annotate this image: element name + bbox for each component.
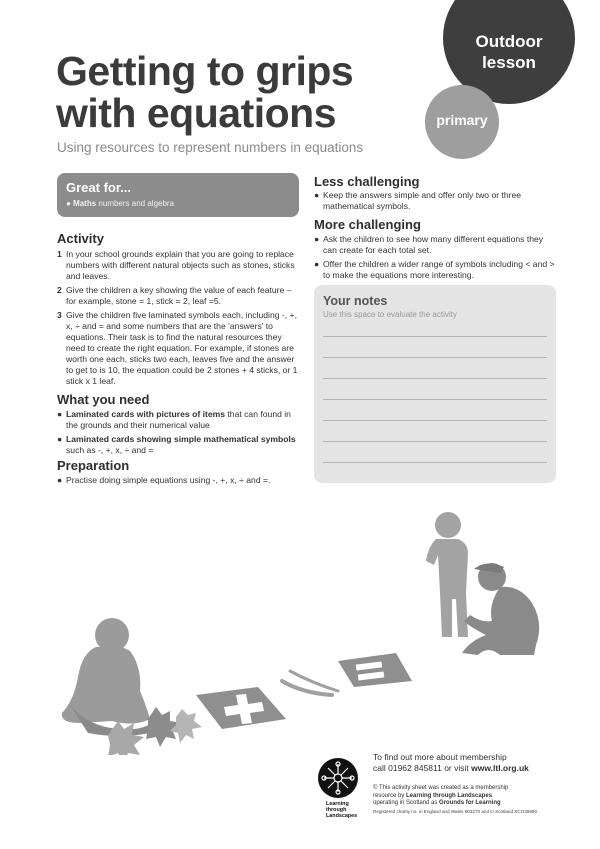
great-for-heading: Great for... xyxy=(66,180,132,195)
primary-badge xyxy=(425,85,499,159)
step-text: Give the children five laminated symbols each, including -, +, x, ÷ and = and some numbers that are the 'answers' to equations. Their task is to find the natural resources they need to create the right equation. For example, if stones are worth one each, sticks two each, leaves five and the answer to get to is 10, the equation could be 2 stones + 4 sticks, or 1 stick x 1 leaf. xyxy=(66,310,298,386)
membership-line-2: call 01962 845811 or visit xyxy=(373,763,472,773)
logo-line-1: Learning xyxy=(326,801,349,807)
list-item: ● Ask the children to see how many different equations they can create for each total set. xyxy=(314,234,544,255)
list-item: ● Practise doing simple equations using -, +, x, ÷ and =. xyxy=(57,475,271,485)
item-text: Offer the children a wider range of symbols including < and > to make the equations more interesting. xyxy=(323,259,555,280)
less-challenging-heading: Less challenging xyxy=(314,174,420,189)
list-item: ● Keep the answers simple and offer only two or three mathematical symbols. xyxy=(314,190,522,211)
credit-text xyxy=(373,785,508,808)
sticks-icon xyxy=(282,671,338,695)
notes-line xyxy=(323,420,547,421)
logo-line-2: through xyxy=(326,807,347,813)
activity-steps xyxy=(57,249,302,390)
activity-step xyxy=(57,285,302,307)
step-text: In your school grounds explain that you are going to replace numbers with different natural objects such as stones, sticks and leaves. xyxy=(66,249,295,281)
title-line-2: with equations xyxy=(56,90,336,136)
notes-line xyxy=(323,378,547,379)
great-for-line: ● Maths numbers and algebra xyxy=(66,199,175,208)
plus-card-icon xyxy=(196,687,286,729)
page-title xyxy=(56,50,426,134)
logo-line-3: Landscapes xyxy=(326,813,358,819)
activity-heading: Activity xyxy=(57,231,104,246)
your-notes-box xyxy=(314,285,556,483)
more-challenging-list xyxy=(314,234,559,284)
great-for-topic: numbers and algebra xyxy=(98,199,175,208)
page-subtitle: Using resources to represent numbers in equations xyxy=(57,140,364,155)
preparation-heading: Preparation xyxy=(57,458,130,473)
notes-line xyxy=(323,462,547,463)
great-for-subject: Maths xyxy=(73,199,97,208)
registered-charity-text: Registered charity no. in England and Wales 803270 and in Scotland SCO38890 xyxy=(373,809,538,814)
item-bold: Laminated cards with pictures of items xyxy=(66,409,226,419)
preparation-list xyxy=(57,475,302,489)
item-rest: that can found in the grounds and their numerical value xyxy=(66,409,291,430)
notes-heading: Your notes xyxy=(323,294,388,308)
credit-line-2: resource by xyxy=(373,792,407,799)
notes-line xyxy=(323,336,547,337)
primary-badge-label: primary xyxy=(436,112,488,128)
notes-hint: Use this space to evaluate the activity xyxy=(323,310,457,319)
badge-line-2: lesson xyxy=(482,53,536,72)
sitting-child-silhouette xyxy=(62,618,152,736)
children-illustration xyxy=(0,495,600,755)
step-number: 1 xyxy=(57,249,62,259)
notes-line xyxy=(323,441,547,442)
membership-line-1: To find out more about membership xyxy=(373,752,507,762)
step-text: Give the children a key showing the value of each feature – for example, stone = 1, stick = 2, leaf =5. xyxy=(66,285,292,306)
step-number: 3 xyxy=(57,310,62,320)
item-text: Ask the children to see how many different equations they can create for each total set. xyxy=(323,234,544,255)
less-challenging-list xyxy=(314,190,559,215)
credit-org: Learning through Landscapes xyxy=(406,792,493,799)
learning-through-landscapes-logo xyxy=(314,756,362,820)
notes-line xyxy=(323,357,547,358)
item-text: Practise doing simple equations using -, +, x, ÷ and =. xyxy=(66,475,271,485)
list-item: ● Offer the children a wider range of symbols including < and > to make the equations more interesting. xyxy=(314,259,555,280)
more-challenging-heading: More challenging xyxy=(314,217,421,232)
step-number: 2 xyxy=(57,285,62,295)
membership-contact xyxy=(373,752,529,774)
credit-scotland: Grounds for Learning xyxy=(439,800,501,806)
credit-line-3: operating in Scotland as xyxy=(373,800,440,806)
website-link[interactable]: www.ltl.org.uk xyxy=(471,763,529,773)
activity-step xyxy=(57,310,302,387)
item-rest: such as -, +, x, ÷ and = xyxy=(66,445,154,455)
credit-line-1: © This activity sheet was created as a membership xyxy=(373,785,509,791)
activity-step xyxy=(57,249,302,282)
notes-line xyxy=(323,399,547,400)
crouching-adult-silhouette xyxy=(462,563,539,655)
item-bold: Laminated cards showing simple mathematical symbols xyxy=(66,434,296,444)
what-you-need-heading: What you need xyxy=(57,392,150,407)
standing-child-silhouette xyxy=(426,512,468,637)
badge-line-1: Outdoor xyxy=(475,32,543,51)
great-for-box xyxy=(57,173,299,217)
item-text: Keep the answers simple and offer only two or three mathematical symbols. xyxy=(323,190,522,211)
equals-card-icon xyxy=(338,653,412,687)
title-line-1: Getting to grips xyxy=(56,48,354,94)
list-item: ● Laminated cards showing simple mathematical symbols such as -, +, x, ÷ and = xyxy=(57,434,296,455)
list-item: ● Laminated cards with pictures of items that can found in the grounds and their numerical value xyxy=(57,409,291,430)
what-you-need-list xyxy=(57,409,302,459)
